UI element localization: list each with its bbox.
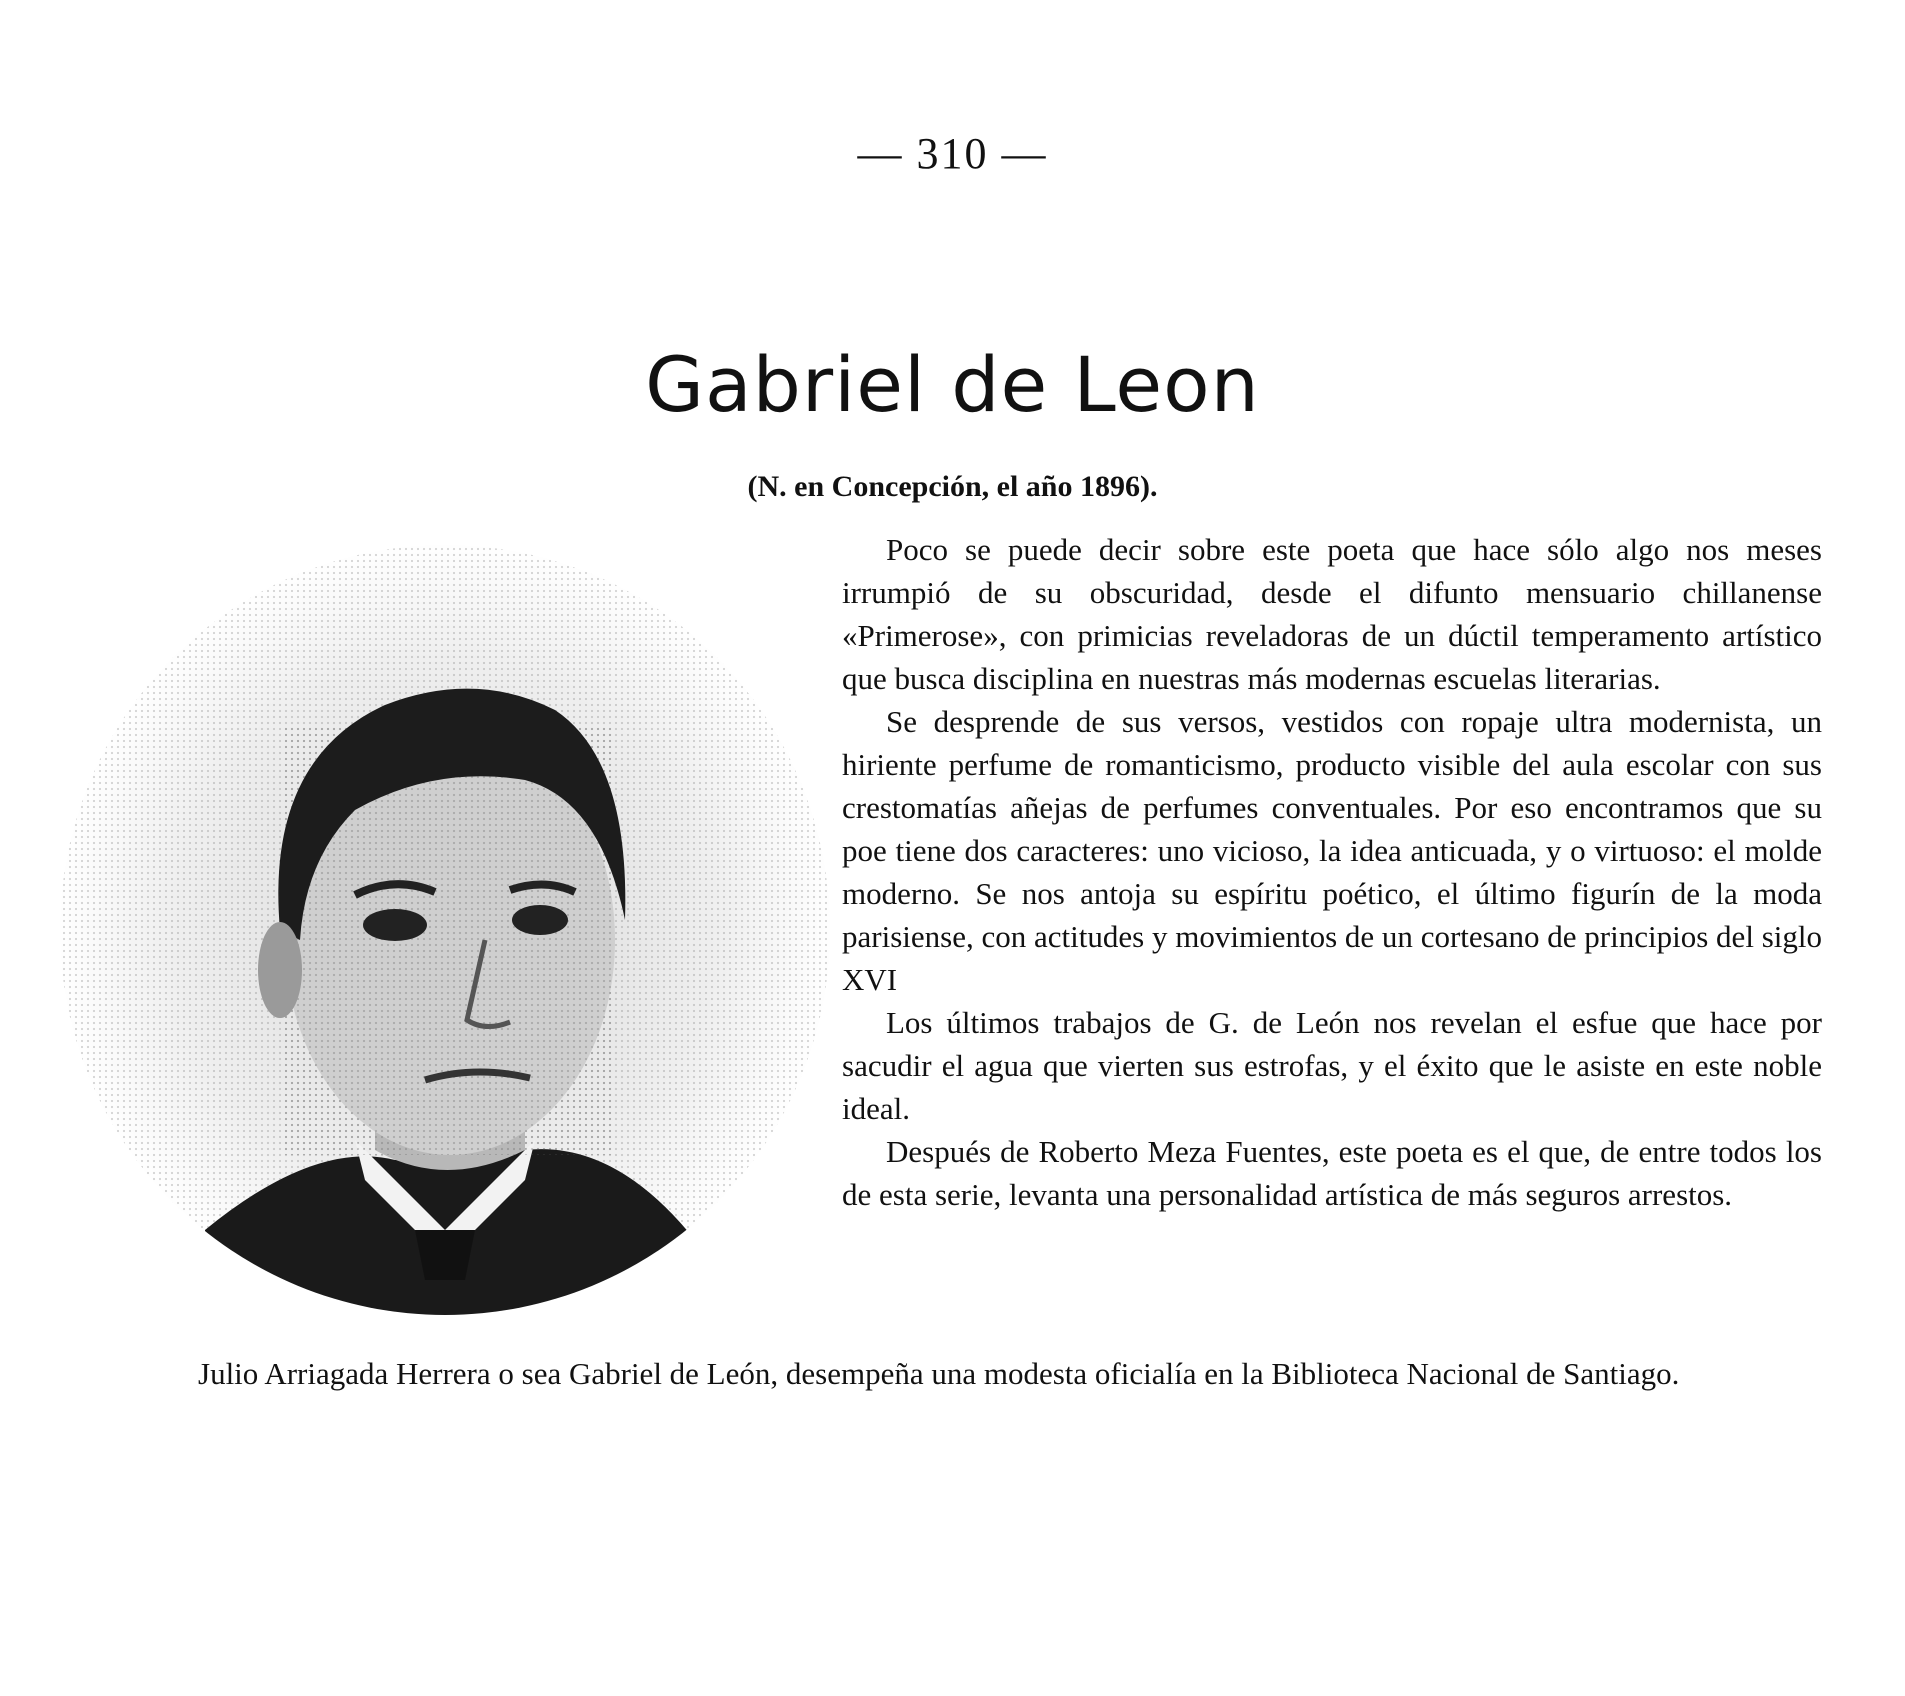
portrait-photo <box>55 540 835 1320</box>
paragraph: Poco se puede decir sobre este poeta que hace sólo algo nos meses irrumpió de su obscuridad, desde el difunto mensuario chillanense «Primerose», con primicias reveladoras de un dúctil temperamento artístico que busca disciplina en nuestras más modernas escuelas literarias. <box>842 532 1822 696</box>
page-title: Gabriel de Leon <box>645 340 1260 429</box>
biography-text <box>842 528 1822 1216</box>
paragraph: Los últimos trabajos de G. de León nos revelan el esfue que hace por sacudir el agua que vierten sus estrofas, y el éxito que le asiste en este noble ideal. <box>842 1005 1822 1126</box>
portrait-photo-icon <box>55 540 835 1320</box>
paragraph: Después de Roberto Meza Fuentes, este poeta es el que, de entre todos los de esta serie, levanta una personalidad artística de más seguros arrestos. <box>842 1134 1822 1212</box>
subtitle: (N. en Concepción, el año 1896). <box>747 470 1158 503</box>
closing-paragraph: Julio Arriagada Herrera o sea Gabriel de León, desempeña una modesta oficialía en la Biblioteca Nacional de Santiago. <box>198 1356 1680 1391</box>
closing-text <box>120 1352 1822 1395</box>
page-number: — 310 — <box>857 129 1048 178</box>
paragraph: Se desprende de sus versos, vestidos con ropaje ultra modernista, un hiriente perfume de romanticismo, producto visible del aula escolar con sus crestomatías añejas de perfumes conventuales. Por eso encontramos que su poe tiene dos caracteres: uno vicioso, la idea anticuada, y o virtuoso: el molde moderno. Se nos antoja su espíritu poético, el último figurín de la moda parisiense, con actitudes y movimientos de un cortesano de principios del siglo XVI <box>842 704 1822 997</box>
